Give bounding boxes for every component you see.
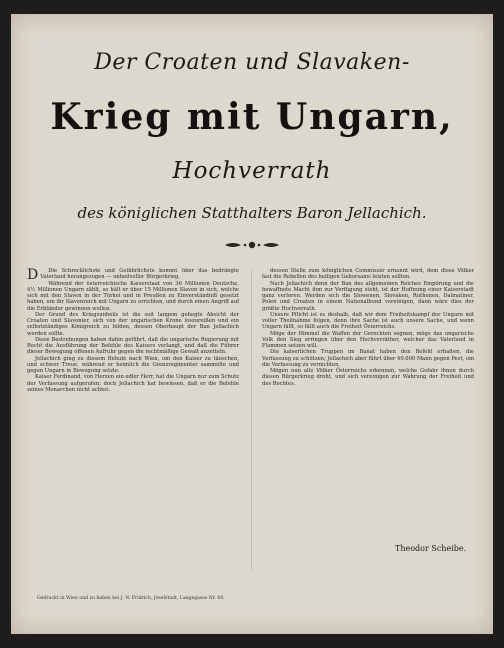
paragraph: dessen Stelle zum königlichen Commissär ernannt wird, dem diese Völker fast die Rebellen des heiligen Gehorsams leisten sollten. (262, 268, 474, 281)
heading-line-4: des königlichen Statthalters Baron Jellachich. (77, 204, 427, 222)
paragraph: Diese Bestrebungen haben dahin geführt, daß die ungarische Regierung mit Recht die Ausführung der Befehle des Kaisers verlangt, und daß die Führer dieser Bewegung offenen Aufruhr gegen die rechtmäßige Gewalt anzetteln. (27, 336, 239, 356)
paragraph: Möge der Himmel die Waffen der Gerechten segnen, möge das ungarische Volk den Sieg erringen über den Hochverräther, welcher das Vaterland in Flammen setzen will. (262, 330, 474, 349)
column-divider (251, 270, 252, 570)
paragraph: Kaiser Ferdinand, von Herzen ein edler Herr, hat die Ungarn nur zum Schutz der Verfassung aufgerufen; doch Jellachich hat bewiesen, daß er die Befehle seines Monarchen nicht achtet. (27, 374, 239, 393)
paragraph: Jellachich ging zu diesem Behufe nach Wien, um den Kaiser zu täuschen, und schwor Treue, während er heimlich die Grenzregimenter sammelte und gegen Ungarn in Bewegung setzte. (27, 355, 239, 374)
ornament-divider-icon (223, 240, 281, 250)
paragraph: Der Grund des Kriegsunheils ist die seit langem gehegte Absicht der Croaten und Slavonier, sich von der ungarischen Krone loszureißen und ein selbstständiges Königreich zu bilden, dessen Oberhaupt der Ban Jellachich werden sollte. (27, 311, 239, 337)
paragraph: Die Schrecklichste und Gefährlichste kommt über das bedrängte Vaterland herangezogen — unheilvoller Bürgerkrieg. (40, 268, 239, 281)
document-page (11, 14, 493, 634)
paragraph: Unsere Pflicht ist es deshalb, daß wir dem Freiheitskampf der Ungarn mit voller Theilnahme folgen, denn ihre Sache ist auch unsere Sache, und wenn Ungarn fällt, so fällt auch die Freiheit Österreichs. (262, 311, 474, 331)
left-column (27, 268, 239, 393)
footer-imprint: Gedruckt in Wien und zu haben bei J. N. Fridrich, Josefstadt, Langegasse Nr. 60. (37, 596, 225, 601)
heading-line-1: Der Croaten und Slavaken- (94, 50, 410, 75)
paragraph: Mögen nun alle Völker Österreichs erkennen, welche Gefahr ihnen durch diesen Bürgerkrieg droht, und sich vereinigen zur Wahrung der Freiheit und des Rechtes. (262, 368, 474, 387)
signature: Theodor Scheibe. (395, 544, 467, 553)
heading-line-2: Krieg mit Ungarn, (50, 96, 454, 138)
paragraph: Die kaiserlichen Truppen im Banat haben den Befehl erhalten, die Verfassung zu schützen; Jellachich aber führt über 40.000 Mann gegen Pest, um die Verfassung zu vernichten. (262, 349, 474, 368)
paragraph: Nach Jellachich denn der Ban des allgemeinen Reiches Empörung und die bewaffnete Macht ihm zur Verfügung steht, ist der Hoffnung einer Kaiserstadt ganz verloren. Werden sich die Slowenen, Slovaken, Ruthenen, Dalmatiner, Polen und Croaten in einem Nationalbund vereinigen, dann wäre dies der größte Hochverrath. (262, 280, 474, 312)
right-column (262, 268, 474, 387)
drop-cap-icon: D (27, 267, 39, 283)
heading-line-3: Hochverrath (172, 158, 332, 184)
paragraph: Während der österreichische Kaiserstaat von 36 Millionen Deutsche, 4½ Millionen Ungarn zählt, so hält er über 15 Millionen Slaven in sich, welche sich mit den Slaven in der Türkei und in Preußen zu Einverständniß gesetzt haben, um ihr Slavenreich mit Ungarn zu errichten, und durch einen Angriff auf die Erbländer gewinnen wollen. (27, 280, 239, 312)
